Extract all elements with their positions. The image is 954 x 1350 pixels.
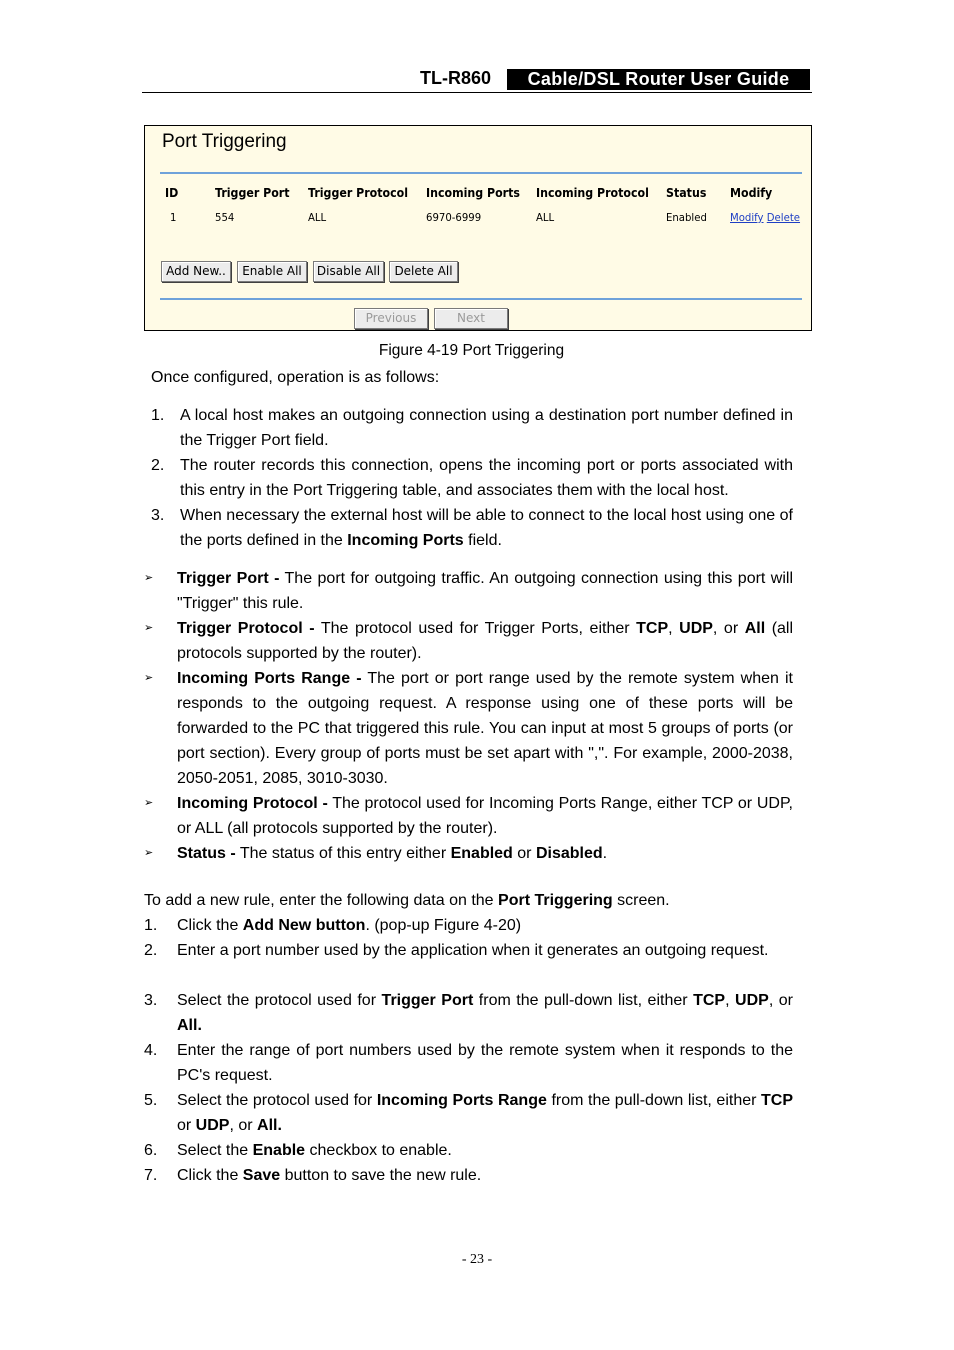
header-rule bbox=[142, 92, 812, 93]
add-step-text-3: Select the protocol used for Trigger Port from the pull-down list, either TCP, UDP, or All. bbox=[177, 992, 794, 1034]
add-step-text-7: Click the Save button to save the new rule. bbox=[177, 1167, 482, 1184]
add-step-text-4: Enter the range of port numbers used by the remote system when it responds to the PC's request. bbox=[177, 1042, 793, 1084]
modify-link[interactable]: Modify bbox=[730, 211, 764, 224]
cell-status: Enabled bbox=[666, 211, 707, 224]
previous-button[interactable]: Previous bbox=[354, 308, 428, 329]
add-step-num-6: 6. bbox=[144, 1142, 158, 1159]
add-step-text-1: Click the Add New button. (pop-up Figure 4-20) bbox=[177, 917, 522, 934]
op-step-text-2: The router records this connection, opens the incoming port or ports associated with this entry in the Port Triggering table, and associates them with the local host. bbox=[180, 457, 793, 499]
col-header-incoming-protocol: Incoming Protocol bbox=[536, 186, 649, 200]
figure-caption: Figure 4-19 Port Triggering bbox=[378, 342, 565, 359]
add-step-text-2: Enter a port number used by the application when it generates an outgoing request. bbox=[177, 942, 769, 959]
col-header-id: ID bbox=[165, 186, 179, 200]
cell-trigger-protocol: ALL bbox=[308, 211, 327, 224]
bullet-icon: ➢ bbox=[144, 572, 154, 584]
def-incoming-ports: Incoming Ports Range - The port or port range used by the remote system when it responds to the outgoing request. A response using one of these ports will be forwarded to the PC that triggered this rule. You can input at most 5 groups of ports (or port section). Every group of ports must be set apart with ",". For example, 2000-2038, 2050-2051, 2085, 3010-3030. bbox=[177, 670, 793, 787]
next-button[interactable]: Next bbox=[434, 308, 508, 329]
disable-all-button[interactable]: Disable All bbox=[313, 261, 384, 282]
op-step-text-1: A local host makes an outgoing connection using a destination port number defined in the Trigger Port field. bbox=[180, 407, 793, 449]
col-header-trigger-protocol: Trigger Protocol bbox=[308, 186, 409, 200]
add-rule-intro: To add a new rule, enter the following data on the Port Triggering screen. bbox=[144, 892, 670, 909]
add-step-num-1: 1. bbox=[144, 917, 158, 934]
add-new-button[interactable]: Add New.. bbox=[161, 261, 231, 282]
bullet-icon: ➢ bbox=[144, 672, 154, 684]
cell-id: 1 bbox=[170, 211, 177, 224]
header-guide-title: Cable/DSL Router User Guide bbox=[507, 69, 810, 90]
bullet-icon: ➢ bbox=[144, 622, 154, 634]
def-incoming-protocol: Incoming Protocol - The protocol used for Incoming Ports Range, either TCP or UDP, or ALL (all protocols supported by the router). bbox=[177, 795, 793, 837]
op-step-num-3: 3. bbox=[151, 507, 165, 524]
add-step-num-4: 4. bbox=[144, 1042, 158, 1059]
divider-top bbox=[160, 172, 802, 174]
add-step-num-2: 2. bbox=[144, 942, 158, 959]
add-step-num-3: 3. bbox=[144, 992, 158, 1009]
delete-all-button[interactable]: Delete All bbox=[389, 261, 458, 282]
col-header-trigger-port: Trigger Port bbox=[215, 186, 290, 200]
port-triggering-screenshot bbox=[144, 125, 812, 331]
intro-text: Once configured, operation is as follows: bbox=[151, 369, 440, 386]
col-header-modify: Modify bbox=[730, 186, 773, 200]
panel-title: Port Triggering bbox=[162, 131, 287, 152]
add-step-text-5: Select the protocol used for Incoming Ports Range from the pull-down list, either TCP or UDP, or All. bbox=[177, 1092, 794, 1134]
op-step-text-3: When necessary the external host will be able to connect to the local host using one of the ports defined in the Incoming Ports field. bbox=[180, 507, 793, 549]
add-step-num-7: 7. bbox=[144, 1167, 158, 1184]
def-trigger-protocol: Trigger Protocol - The protocol used for Trigger Ports, either TCP, UDP, or All (all protocols supported by the router). bbox=[177, 620, 794, 662]
op-step-num-1: 1. bbox=[151, 407, 165, 424]
cell-modify-links bbox=[730, 211, 800, 224]
def-trigger-port: Trigger Port - The port for outgoing traffic. An outgoing connection using this port will "Trigger" this rule. bbox=[177, 570, 794, 612]
col-header-status: Status bbox=[666, 186, 707, 200]
enable-all-button[interactable]: Enable All bbox=[237, 261, 307, 282]
header-model: TL-R860 bbox=[420, 68, 492, 88]
cell-incoming-protocol: ALL bbox=[536, 211, 555, 224]
delete-link[interactable]: Delete bbox=[766, 211, 801, 224]
col-header-incoming-ports: Incoming Ports bbox=[426, 186, 520, 200]
add-step-text-6: Select the Enable checkbox to enable. bbox=[177, 1142, 452, 1159]
def-status: Status - The status of this entry either Enabled or Disabled. bbox=[177, 845, 608, 862]
page-number: - 23 - bbox=[461, 1252, 493, 1267]
cell-incoming-ports: 6970-6999 bbox=[426, 211, 482, 224]
cell-trigger-port: 554 bbox=[215, 211, 235, 224]
add-step-num-5: 5. bbox=[144, 1092, 158, 1109]
bullet-icon: ➢ bbox=[144, 797, 154, 809]
divider-bottom bbox=[160, 298, 802, 300]
bullet-icon: ➢ bbox=[144, 847, 154, 859]
op-step-num-2: 2. bbox=[151, 457, 165, 474]
